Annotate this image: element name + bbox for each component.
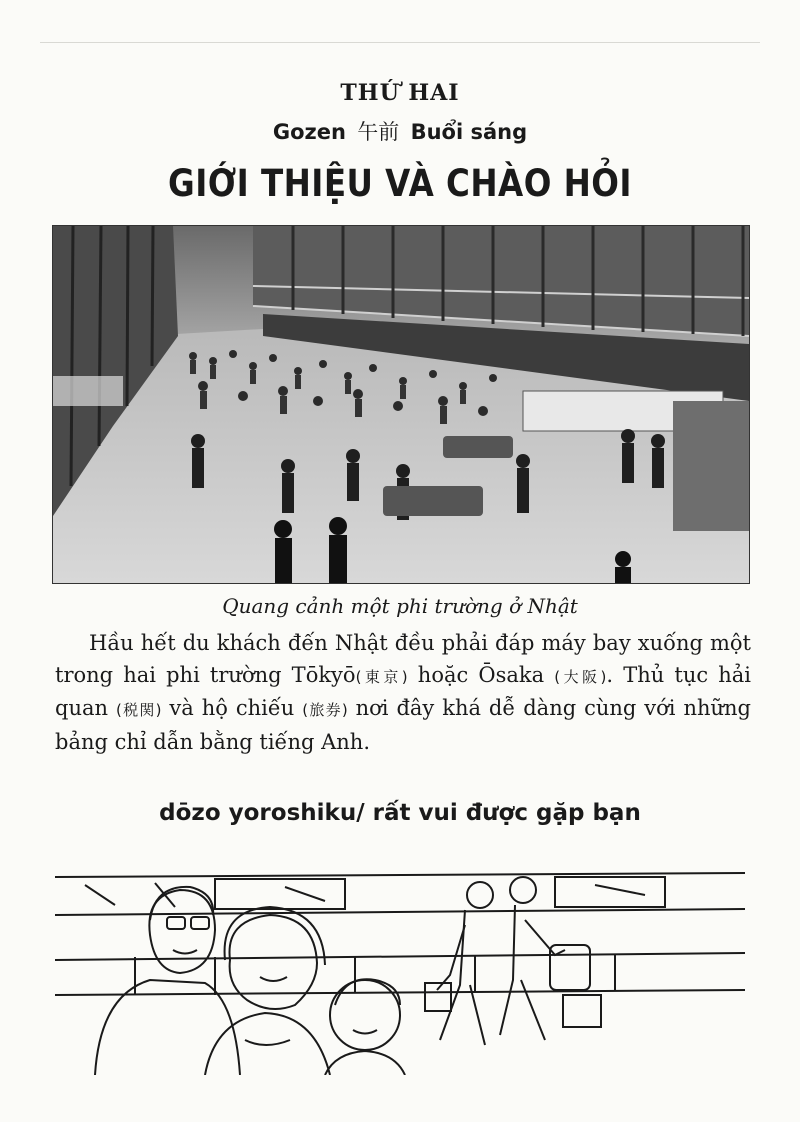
tokyo-kanji: (東京) — [355, 667, 408, 686]
session-vietnamese: Buổi sáng — [410, 120, 528, 144]
day-heading: THỨ HAI — [340, 80, 460, 106]
airport-photo-graphic — [53, 226, 749, 583]
greeting-illustration — [55, 865, 745, 1075]
para-seg-4: và hộ chiếu — [161, 696, 303, 720]
lesson-title: GIỚI THIỆU VÀ CHÀO HỎI — [168, 162, 632, 205]
session-romaji: Gozen — [272, 120, 346, 144]
para-seg-2: hoặc Ōsaka — [407, 662, 555, 687]
photo-caption: Quang cảnh một phi trường ở Nhật — [222, 594, 578, 618]
para-seg-3: . Thủ tục hải quan — [55, 662, 752, 720]
osaka-kanji: (大阪) — [554, 667, 607, 686]
bleed-through-header — [40, 22, 760, 43]
greeting-phrase: dōzo yoroshiku/ rất vui được gặp bạn — [159, 800, 641, 826]
session-kanji: 午前 — [357, 120, 400, 144]
para-seg-1: Hầu hết du khách đến Nhật đều phải đáp máy bay xuống một trong hai phi trường Tōkyō — [55, 631, 751, 687]
intro-paragraph — [55, 628, 751, 758]
passport-kanji: (旅券) — [302, 701, 348, 719]
customs-kanji: (税関) — [115, 701, 162, 719]
intro-paragraph-text — [55, 628, 751, 758]
session-heading — [0, 116, 800, 146]
airport-photo — [52, 225, 750, 584]
greeting-illustration-graphic — [55, 865, 745, 1075]
para-seg-5: nơi đây khá dễ dàng cùng với những bảng chỉ dẫn bằng tiếng Anh. — [55, 696, 751, 754]
